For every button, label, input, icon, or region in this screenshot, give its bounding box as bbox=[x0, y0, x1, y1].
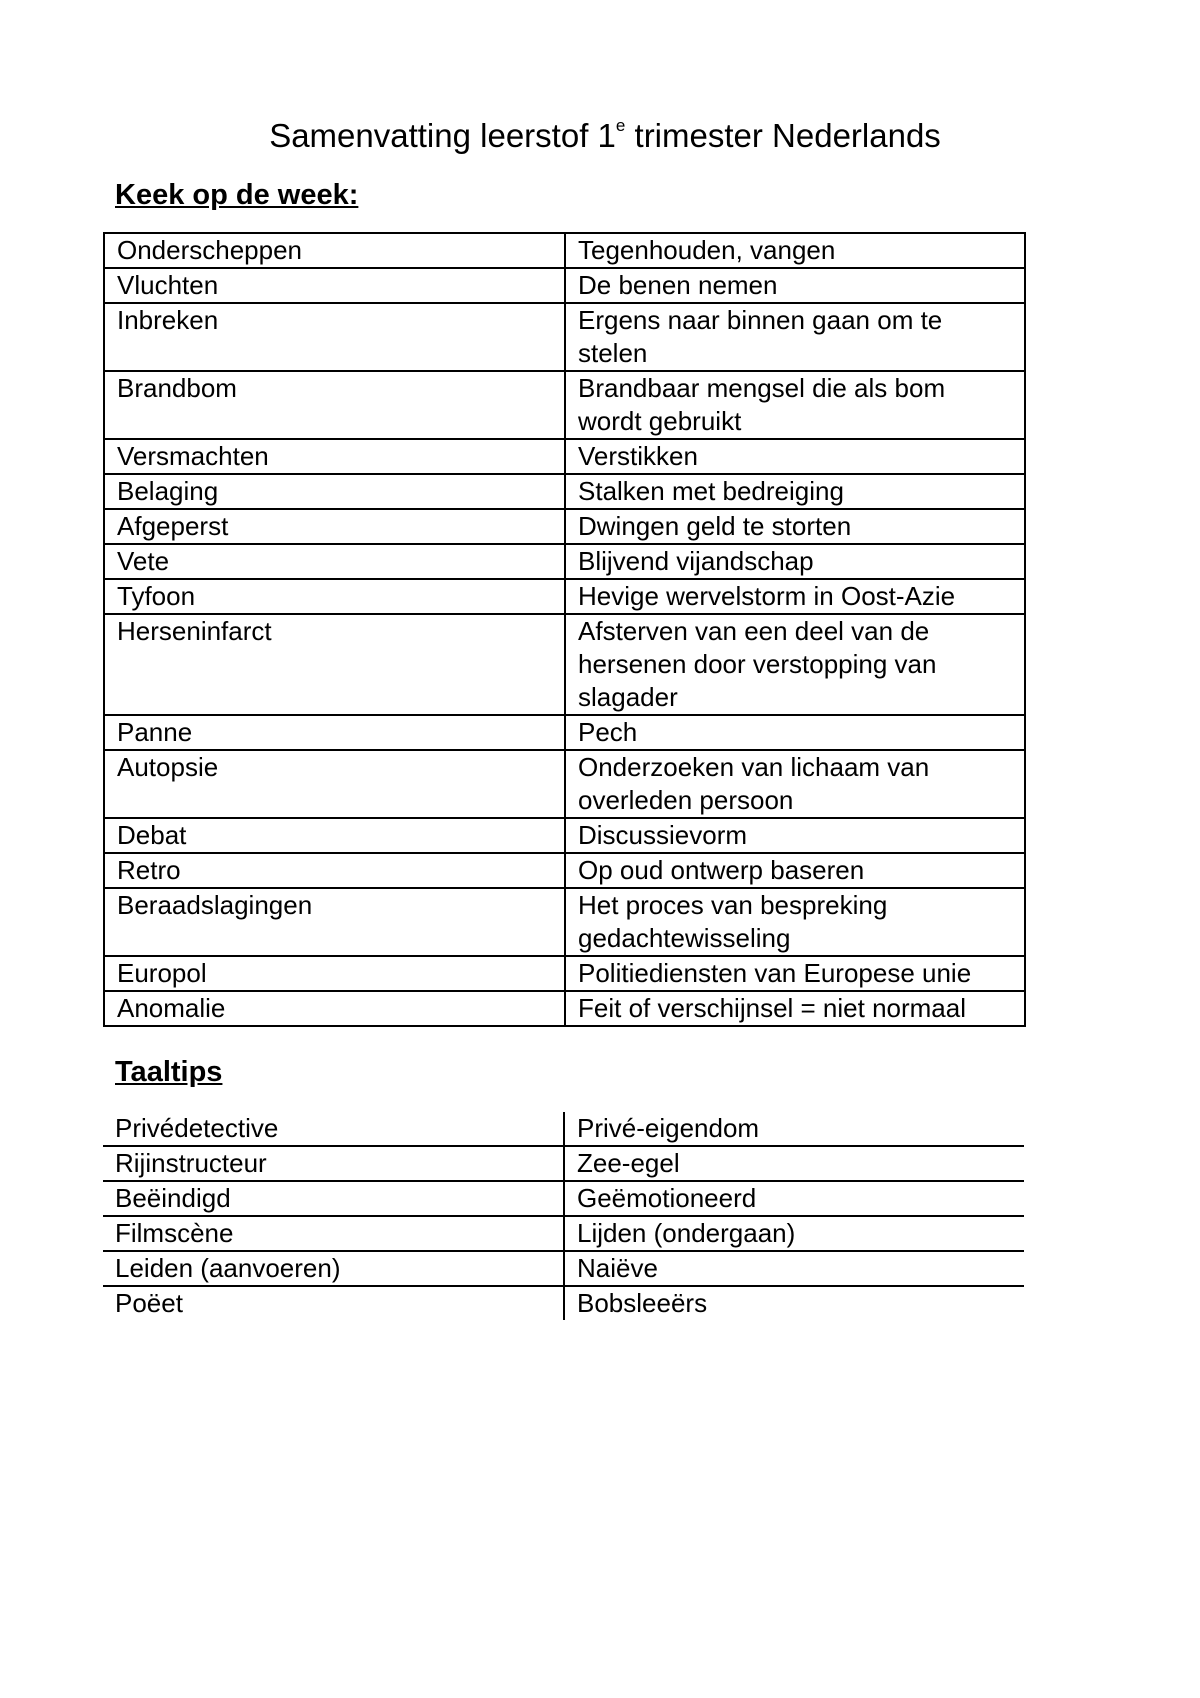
term-cell: Retro bbox=[104, 853, 565, 888]
term-cell: Vluchten bbox=[104, 268, 565, 303]
term-cell: Brandbom bbox=[104, 371, 565, 439]
tip-cell-right: Geëmotioneerd bbox=[564, 1181, 1024, 1216]
table-row bbox=[104, 544, 1025, 579]
tip-cell-right: Zee-egel bbox=[564, 1146, 1024, 1181]
table-row bbox=[103, 1216, 1024, 1251]
definition-cell: Ergens naar binnen gaan om te stelen bbox=[565, 303, 1025, 371]
table-row bbox=[103, 1181, 1024, 1216]
tip-cell-left: Poëet bbox=[103, 1286, 564, 1320]
term-cell: Herseninfarct bbox=[104, 614, 565, 715]
table-row bbox=[103, 1286, 1024, 1320]
vocab-table bbox=[103, 232, 1026, 1027]
definition-cell: Hevige wervelstorm in Oost-Azie bbox=[565, 579, 1025, 614]
definition-cell: Blijvend vijandschap bbox=[565, 544, 1025, 579]
table-row bbox=[104, 233, 1025, 268]
definition-cell: Dwingen geld te storten bbox=[565, 509, 1025, 544]
table-row bbox=[104, 474, 1025, 509]
definition-cell: Politiediensten van Europese unie bbox=[565, 956, 1025, 991]
tip-cell-left: Rijinstructeur bbox=[103, 1146, 564, 1181]
definition-cell: Brandbaar mengsel die als bom wordt gebruikt bbox=[565, 371, 1025, 439]
table-row bbox=[103, 1112, 1024, 1146]
table-row bbox=[104, 439, 1025, 474]
definition-cell: Onderzoeken van lichaam van overleden persoon bbox=[565, 750, 1025, 818]
tip-cell-right: Bobsleeërs bbox=[577, 1288, 708, 1318]
term-cell: Anomalie bbox=[104, 991, 565, 1026]
term-cell: Belaging bbox=[104, 474, 565, 509]
definition-cell: Pech bbox=[565, 715, 1025, 750]
table-row bbox=[104, 956, 1025, 991]
vocab-heading: Keek op de week: bbox=[115, 179, 359, 211]
tip-cell-left: Filmscène bbox=[103, 1216, 564, 1251]
page-title bbox=[0, 116, 1200, 156]
definition-cell: De benen nemen bbox=[565, 268, 1025, 303]
term-cell: Onderscheppen bbox=[104, 233, 565, 268]
tip-cell-right: Privé-eigendom bbox=[564, 1112, 1024, 1146]
table-row bbox=[104, 371, 1025, 439]
tip-cell-left: Beëindigd bbox=[103, 1181, 564, 1216]
tips-table-body bbox=[103, 1112, 1024, 1320]
table-row bbox=[103, 1146, 1024, 1181]
term-cell: Inbreken bbox=[104, 303, 565, 371]
term-cell: Panne bbox=[104, 715, 565, 750]
term-cell: Vete bbox=[104, 544, 565, 579]
tip-cell-right: Lijden (ondergaan) bbox=[564, 1216, 1024, 1251]
definition-cell: Het proces van bespreking gedachtewisseling bbox=[565, 888, 1025, 956]
definition-cell: Tegenhouden, vangen bbox=[565, 233, 1025, 268]
term-cell: Afgeperst bbox=[104, 509, 565, 544]
table-row bbox=[104, 303, 1025, 371]
table-row bbox=[104, 268, 1025, 303]
table-row bbox=[104, 509, 1025, 544]
term-cell: Autopsie bbox=[104, 750, 565, 818]
table-row bbox=[104, 888, 1025, 956]
table-row bbox=[104, 614, 1025, 715]
title-main: Samenvatting leerstof 1 bbox=[269, 117, 616, 154]
definition-cell: Verstikken bbox=[565, 439, 1025, 474]
table-row bbox=[103, 1251, 1024, 1286]
table-row bbox=[104, 715, 1025, 750]
tips-heading: Taaltips bbox=[115, 1056, 223, 1088]
definition-cell: Op oud ontwerp baseren bbox=[565, 853, 1025, 888]
tip-cell-left: Leiden (aanvoeren) bbox=[103, 1251, 564, 1286]
table-row bbox=[104, 853, 1025, 888]
definition-cell: Stalken met bedreiging bbox=[565, 474, 1025, 509]
tip-cell-left: Privédetective bbox=[103, 1112, 564, 1146]
title-rest: trimester Nederlands bbox=[625, 117, 941, 154]
tips-table bbox=[103, 1112, 1024, 1320]
tip-cell-right: Naiëve bbox=[564, 1251, 1024, 1286]
definition-cell: Afsterven van een deel van de hersenen door verstopping van slagader bbox=[565, 614, 1025, 715]
term-cell: Tyfoon bbox=[104, 579, 565, 614]
table-row bbox=[104, 991, 1025, 1026]
term-cell: Versmachten bbox=[104, 439, 565, 474]
definition-cell: Feit of verschijnsel = niet normaal bbox=[565, 991, 1025, 1026]
vocab-table-body bbox=[104, 233, 1025, 1026]
term-cell: Debat bbox=[104, 818, 565, 853]
table-row bbox=[104, 750, 1025, 818]
table-row bbox=[104, 818, 1025, 853]
title-superscript: e bbox=[615, 116, 626, 135]
table-row bbox=[104, 579, 1025, 614]
definition-cell: Discussievorm bbox=[565, 818, 1025, 853]
term-cell: Beraadslagingen bbox=[104, 888, 565, 956]
term-cell: Europol bbox=[104, 956, 565, 991]
